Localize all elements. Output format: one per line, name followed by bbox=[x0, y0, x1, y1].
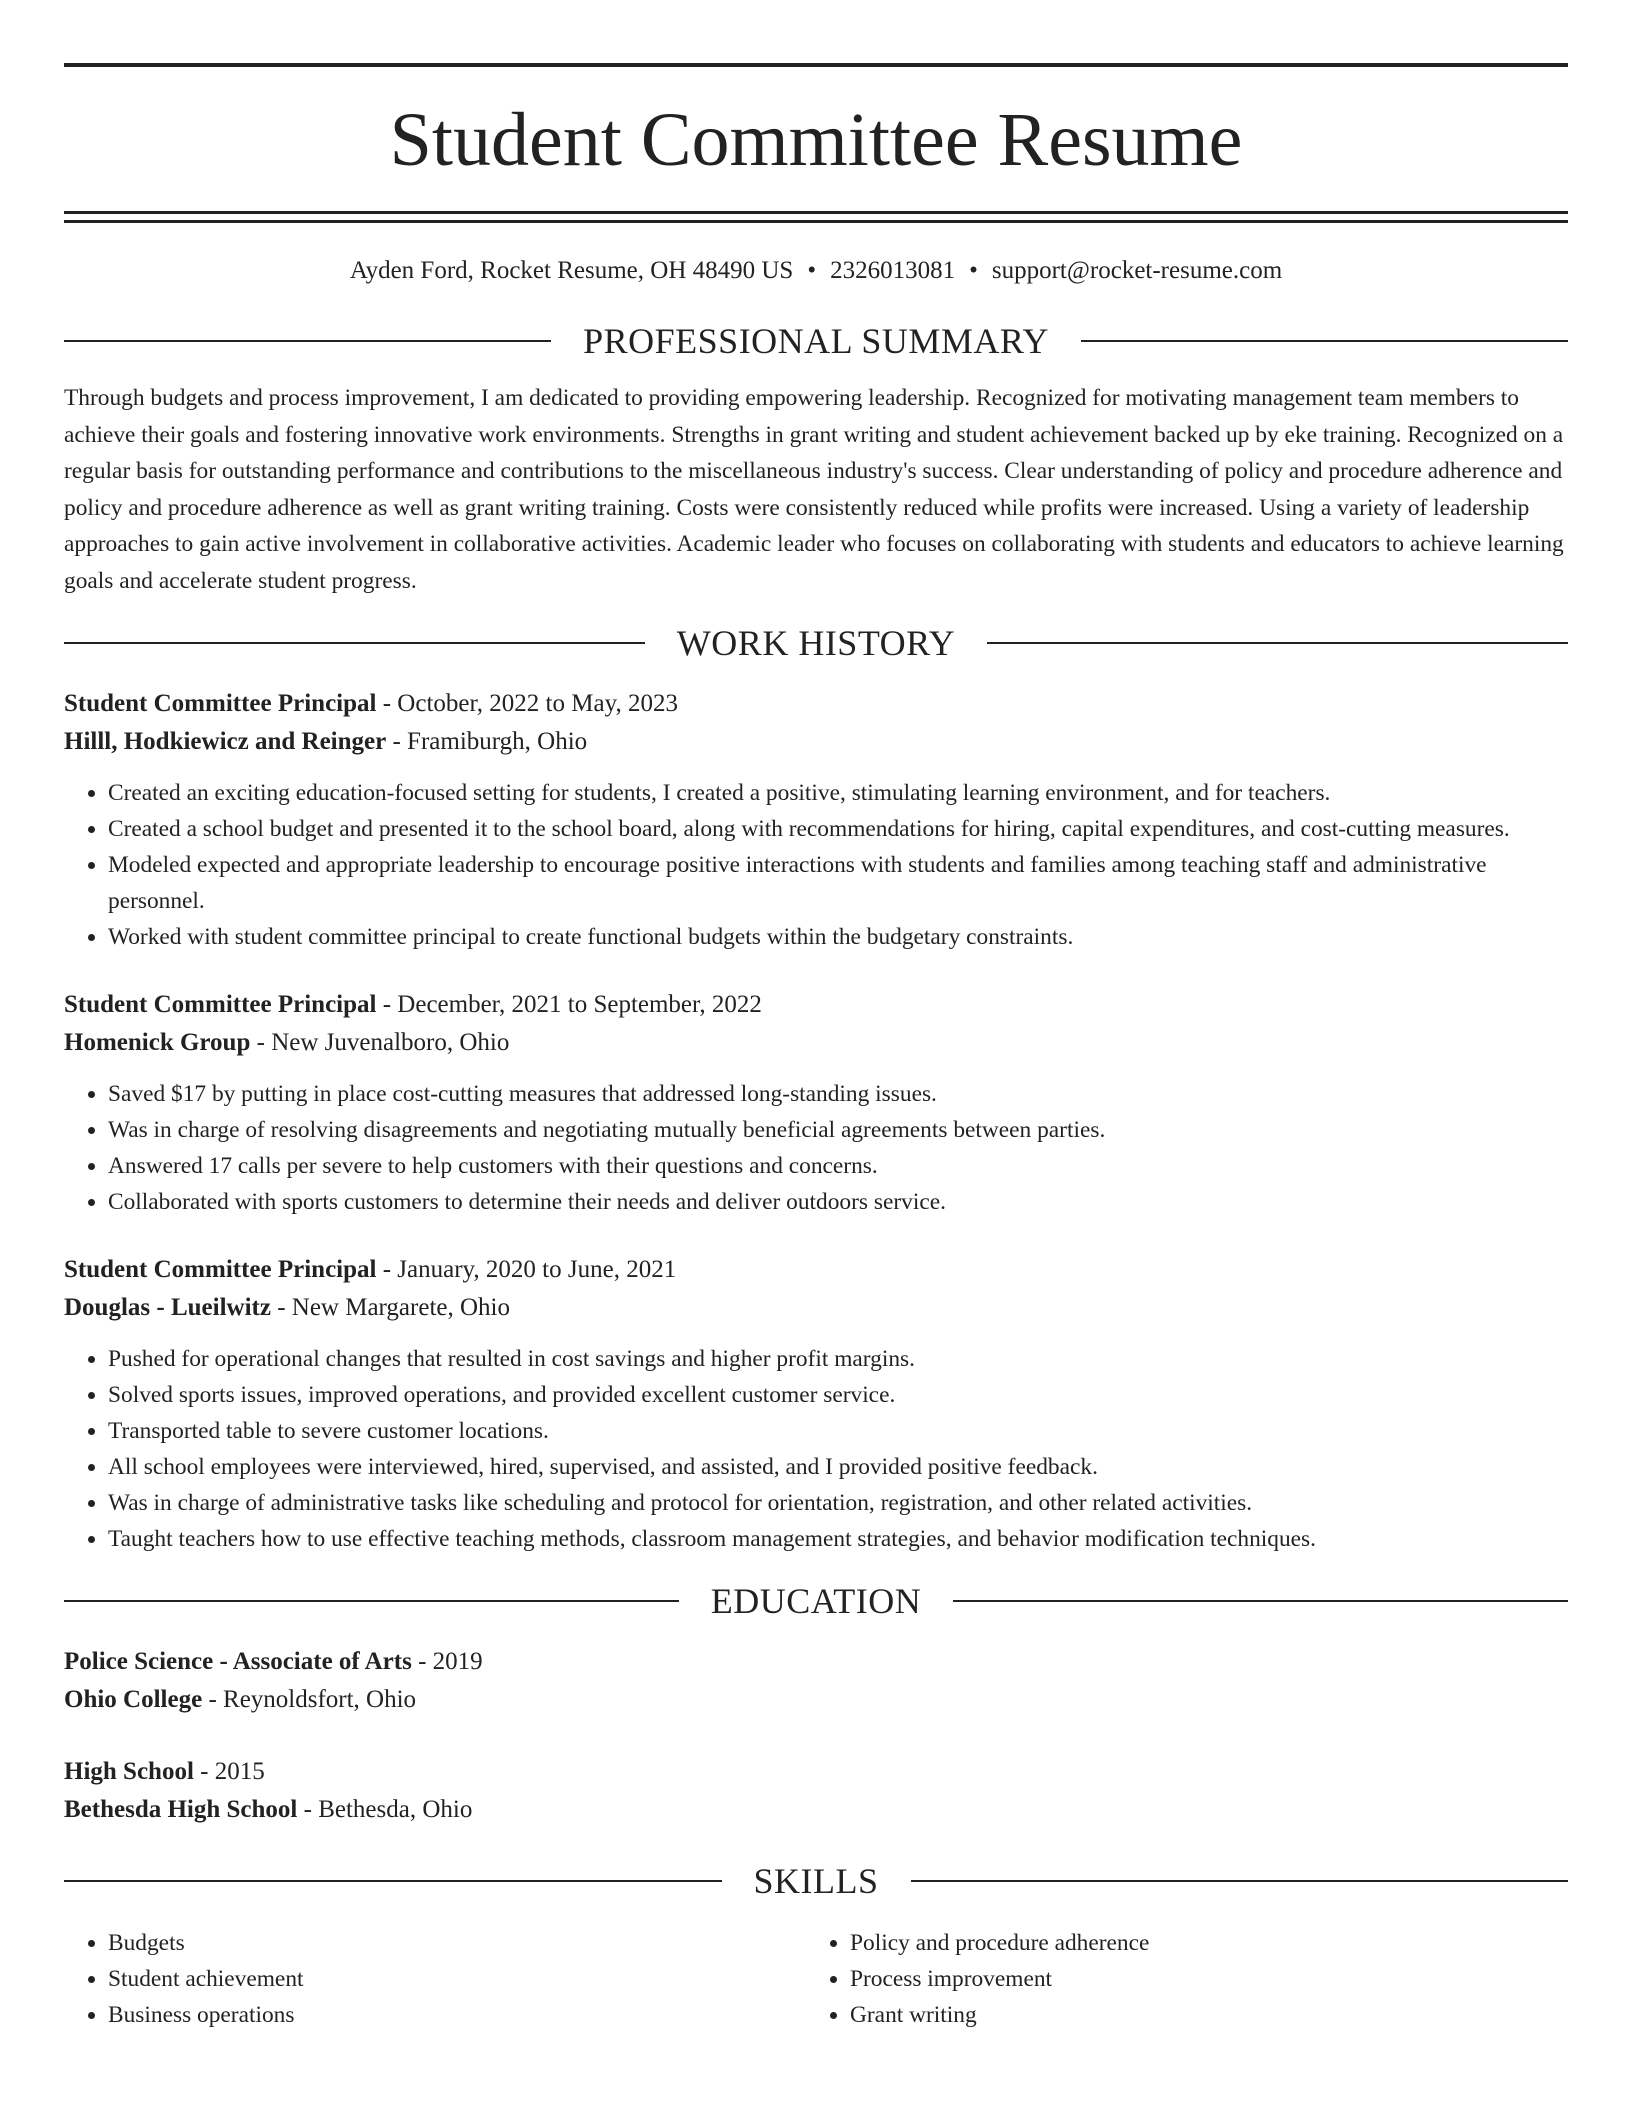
contact-phone: 2326013081 bbox=[830, 257, 956, 284]
education-year: - 2019 bbox=[411, 1648, 483, 1675]
section-heading-education bbox=[64, 1579, 1568, 1623]
section-heading-skills bbox=[64, 1859, 1568, 1903]
job-entry bbox=[64, 986, 1568, 1220]
education-location: - Bethesda, Ohio bbox=[297, 1796, 473, 1823]
job-dates: - January, 2020 to June, 2021 bbox=[376, 1256, 677, 1283]
heading-rule bbox=[64, 1880, 722, 1882]
list-item: • Collaborated with sports customers to determine their needs and deliver outdoors service. bbox=[108, 1184, 1568, 1220]
education-school-line bbox=[64, 1791, 1568, 1829]
job-dates: - December, 2021 to September, 2022 bbox=[376, 991, 762, 1018]
list-item: • Solved sports issues, improved operations, and provided excellent customer service. bbox=[108, 1377, 1568, 1413]
heading-rule bbox=[64, 1600, 679, 1602]
job-title: Student Committee Principal bbox=[64, 690, 377, 717]
list-item: • Created a school budget and presented it to the school board, along with recommendations for hiring, capital expenditures, and cost-cutting measures. bbox=[108, 811, 1568, 847]
skill-item: • Student achievement bbox=[108, 1961, 806, 1997]
list-item: • Modeled expected and appropriate leadership to encourage positive interactions with students and families among teaching staff and administrative personnel. bbox=[108, 847, 1568, 919]
education-degree-line bbox=[64, 1753, 1568, 1791]
skill-item: • Budgets bbox=[108, 1925, 806, 1961]
list-item: • Was in charge of administrative tasks like scheduling and protocol for orientation, registration, and other related activities. bbox=[108, 1485, 1568, 1521]
job-location: - New Margarete, Ohio bbox=[270, 1294, 510, 1321]
top-rule bbox=[64, 63, 1568, 67]
list-item: • Transported table to severe customer locations. bbox=[108, 1413, 1568, 1449]
job-bullets bbox=[64, 775, 1568, 955]
education-degree: High School bbox=[64, 1758, 194, 1785]
skill-item: • Grant writing bbox=[850, 1997, 1548, 2033]
job-dates: - October, 2022 to May, 2023 bbox=[376, 690, 678, 717]
education-school: Ohio College bbox=[64, 1686, 203, 1713]
professional-summary: Through budgets and process improvement, I am dedicated to providing empowering leadership. Recognized for motivating management team members to achieve their goals and fostering innovative work environments. Strengths in grant writing and student achievement backed up by eke training. Recognized on a regular basis for outstanding performance and contributions to the miscellaneous industry's success. Clear understanding of policy and procedure adherence and policy and procedure adherence as well as grant writing training. Costs were consistently reduced while profits were increased. Using a variety of leadership approaches to gain active involvement in collaborative activities. Academic leader who focuses on collaborating with students and educators to achieve learning goals and accelerate student progress. bbox=[64, 385, 1564, 594]
list-item: • Created an exciting education-focused setting for students, I created a positive, stimulating learning environment, and for teachers. bbox=[108, 775, 1568, 811]
job-title-line bbox=[64, 1251, 1568, 1289]
job-company-line bbox=[64, 1289, 1568, 1327]
skill-item: • Business operations bbox=[108, 1997, 806, 2033]
skills-column-left bbox=[64, 1925, 806, 2033]
job-title: Student Committee Principal bbox=[64, 991, 377, 1018]
resume-page bbox=[64, 0, 1568, 2033]
section-heading-work bbox=[64, 621, 1568, 665]
skill-item: • Policy and procedure adherence bbox=[850, 1925, 1548, 1961]
list-item: • Pushed for operational changes that resulted in cost savings and higher profit margins. bbox=[108, 1341, 1568, 1377]
job-title-line bbox=[64, 986, 1568, 1024]
list-item: • Taught teachers how to use effective teaching methods, classroom management strategies, and behavior modification techniques. bbox=[108, 1521, 1568, 1557]
education-school-line bbox=[64, 1681, 1568, 1719]
contact-address: Ayden Ford, Rocket Resume, OH 48490 US bbox=[349, 257, 794, 284]
job-company-line bbox=[64, 1024, 1568, 1062]
list-item: • Was in charge of resolving disagreements and negotiating mutually beneficial agreements between parties. bbox=[108, 1112, 1568, 1148]
job-bullets bbox=[64, 1076, 1568, 1220]
job-location: - Framiburgh, Ohio bbox=[386, 728, 588, 755]
heading-rule bbox=[987, 642, 1568, 644]
heading-rule bbox=[911, 1880, 1569, 1882]
list-item: • Saved $17 by putting in place cost-cutting measures that addressed long-standing issues. bbox=[108, 1076, 1568, 1112]
job-entry bbox=[64, 685, 1568, 955]
list-item: • All school employees were interviewed, hired, supervised, and assisted, and I provided positive feedback. bbox=[108, 1449, 1568, 1485]
education-school: Bethesda High School bbox=[64, 1796, 298, 1823]
skills-list bbox=[64, 1925, 1568, 2033]
education-location: - Reynoldsfort, Ohio bbox=[202, 1686, 417, 1713]
education-year: - 2015 bbox=[193, 1758, 265, 1785]
heading-rule bbox=[1081, 340, 1568, 342]
job-title: Student Committee Principal bbox=[64, 1256, 377, 1283]
job-company-line bbox=[64, 723, 1568, 761]
heading-rule bbox=[64, 642, 645, 644]
job-company: Hilll, Hodkiewicz and Reinger bbox=[64, 728, 387, 755]
section-title: WORK HISTORY bbox=[676, 623, 956, 663]
job-title-line bbox=[64, 685, 1568, 723]
section-title: PROFESSIONAL SUMMARY bbox=[583, 321, 1049, 361]
skills-column-right bbox=[806, 1925, 1548, 2033]
job-entry bbox=[64, 1251, 1568, 1557]
education-entry bbox=[64, 1643, 1568, 1719]
job-bullets bbox=[64, 1341, 1568, 1557]
heading-rule bbox=[64, 340, 551, 342]
contact-separator: • bbox=[969, 257, 978, 284]
skill-item: • Process improvement bbox=[850, 1961, 1548, 1997]
list-item: • Answered 17 calls per severe to help customers with their questions and concerns. bbox=[108, 1148, 1568, 1184]
job-location: - New Juvenalboro, Ohio bbox=[250, 1029, 510, 1056]
education-degree-line bbox=[64, 1643, 1568, 1681]
resume-title: Student Committee Resume bbox=[389, 98, 1243, 182]
title-double-rule bbox=[64, 211, 1568, 223]
education-degree: Police Science - Associate of Arts bbox=[64, 1648, 412, 1675]
section-heading-summary bbox=[64, 319, 1568, 363]
list-item: • Worked with student committee principal to create functional budgets within the budgetary constraints. bbox=[108, 919, 1568, 955]
contact-email[interactable]: support@rocket-resume.com bbox=[991, 257, 1283, 284]
contact-separator: • bbox=[807, 257, 817, 284]
education-entry bbox=[64, 1753, 1568, 1829]
contact-line bbox=[64, 254, 1568, 288]
heading-rule bbox=[953, 1600, 1568, 1602]
section-title: SKILLS bbox=[753, 1861, 879, 1901]
job-company: Douglas - Lueilwitz bbox=[64, 1294, 271, 1321]
job-company: Homenick Group bbox=[64, 1029, 251, 1056]
section-title: EDUCATION bbox=[710, 1581, 922, 1621]
